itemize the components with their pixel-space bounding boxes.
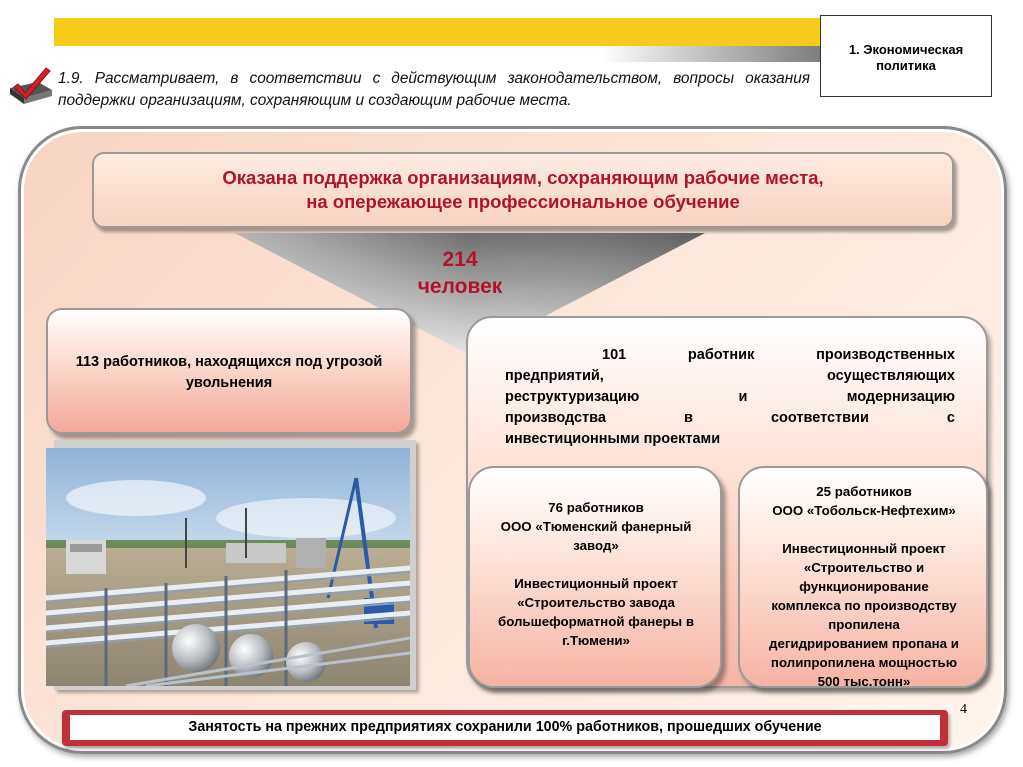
modernization-line: предприятий, осуществляющих — [505, 368, 955, 384]
banner-line-2: на опережающее профессиональное обучение — [306, 191, 740, 212]
banner-line-1: Оказана поддержка организациям, сохраняющим рабочие места, — [222, 167, 824, 188]
plywood-project-line: большеформатной фанеры в — [497, 614, 695, 629]
title-banner — [92, 152, 954, 228]
modernization-line: 101 работник производственных — [602, 347, 955, 363]
tobolsk-worker-count: 25 работников — [816, 484, 912, 499]
plywood-company: ООО «Тюменский фанерный — [500, 519, 692, 534]
intro-paragraph: 1.9. Рассматривает, в соответствии с действующим законодательством, вопросы оказания поддержки организациям, сохраняющим и создающим рабочие места. — [58, 70, 810, 109]
total-unit: человек — [417, 275, 503, 298]
tobolsk-neftekhim-text — [744, 482, 984, 691]
check-mark-icon — [8, 66, 54, 108]
threatened-workers-text: 113 работников, находящихся под угрозой увольнения — [75, 354, 383, 391]
tobolsk-project-line: функционирование — [799, 579, 929, 594]
plywood-project-line: Инвестиционный проект — [514, 576, 678, 591]
tobolsk-project-line: 500 тыс.тонн» — [817, 674, 911, 689]
total-number: 214 — [442, 248, 478, 271]
tobolsk-project-line: пропилена — [828, 617, 900, 632]
plywood-company: завод» — [573, 538, 619, 553]
tobolsk-project-line: «Строительство и — [803, 560, 925, 575]
tobolsk-project-line: комплекса по производству — [771, 598, 957, 613]
modernization-text — [505, 345, 955, 450]
modernization-line: реструктуризацию и модернизацию — [505, 389, 955, 405]
plywood-worker-count: 76 работников — [548, 500, 644, 515]
footer-text: Занятость на прежних предприятиях сохранили 100% работников, прошедших обучение — [70, 715, 940, 740]
section-label-box — [820, 15, 992, 97]
tobolsk-project-line: дегидрированием пропана и — [769, 636, 959, 651]
total-count — [380, 246, 540, 300]
modernization-line: производства в соответствии с — [505, 410, 955, 426]
tobolsk-project-line: полипропилена мощностью — [770, 655, 958, 670]
tobolsk-company: ООО «Тобольск-Нефтехим» — [772, 503, 956, 518]
plywood-plant-text — [476, 498, 716, 650]
page-number: 4 — [960, 702, 967, 717]
section-label: 1. Экономическая политика — [848, 42, 964, 73]
plywood-project-line: г.Тюмени» — [562, 633, 630, 648]
header-yellow-bar — [54, 18, 824, 46]
tobolsk-project-line: Инвестиционный проект — [782, 541, 946, 556]
plywood-project-line: «Строительство завода — [517, 595, 675, 610]
modernization-line: инвестиционными проектами — [505, 431, 721, 447]
header-gray-gradient-bar — [602, 46, 824, 62]
industrial-plant-photo — [46, 448, 410, 686]
